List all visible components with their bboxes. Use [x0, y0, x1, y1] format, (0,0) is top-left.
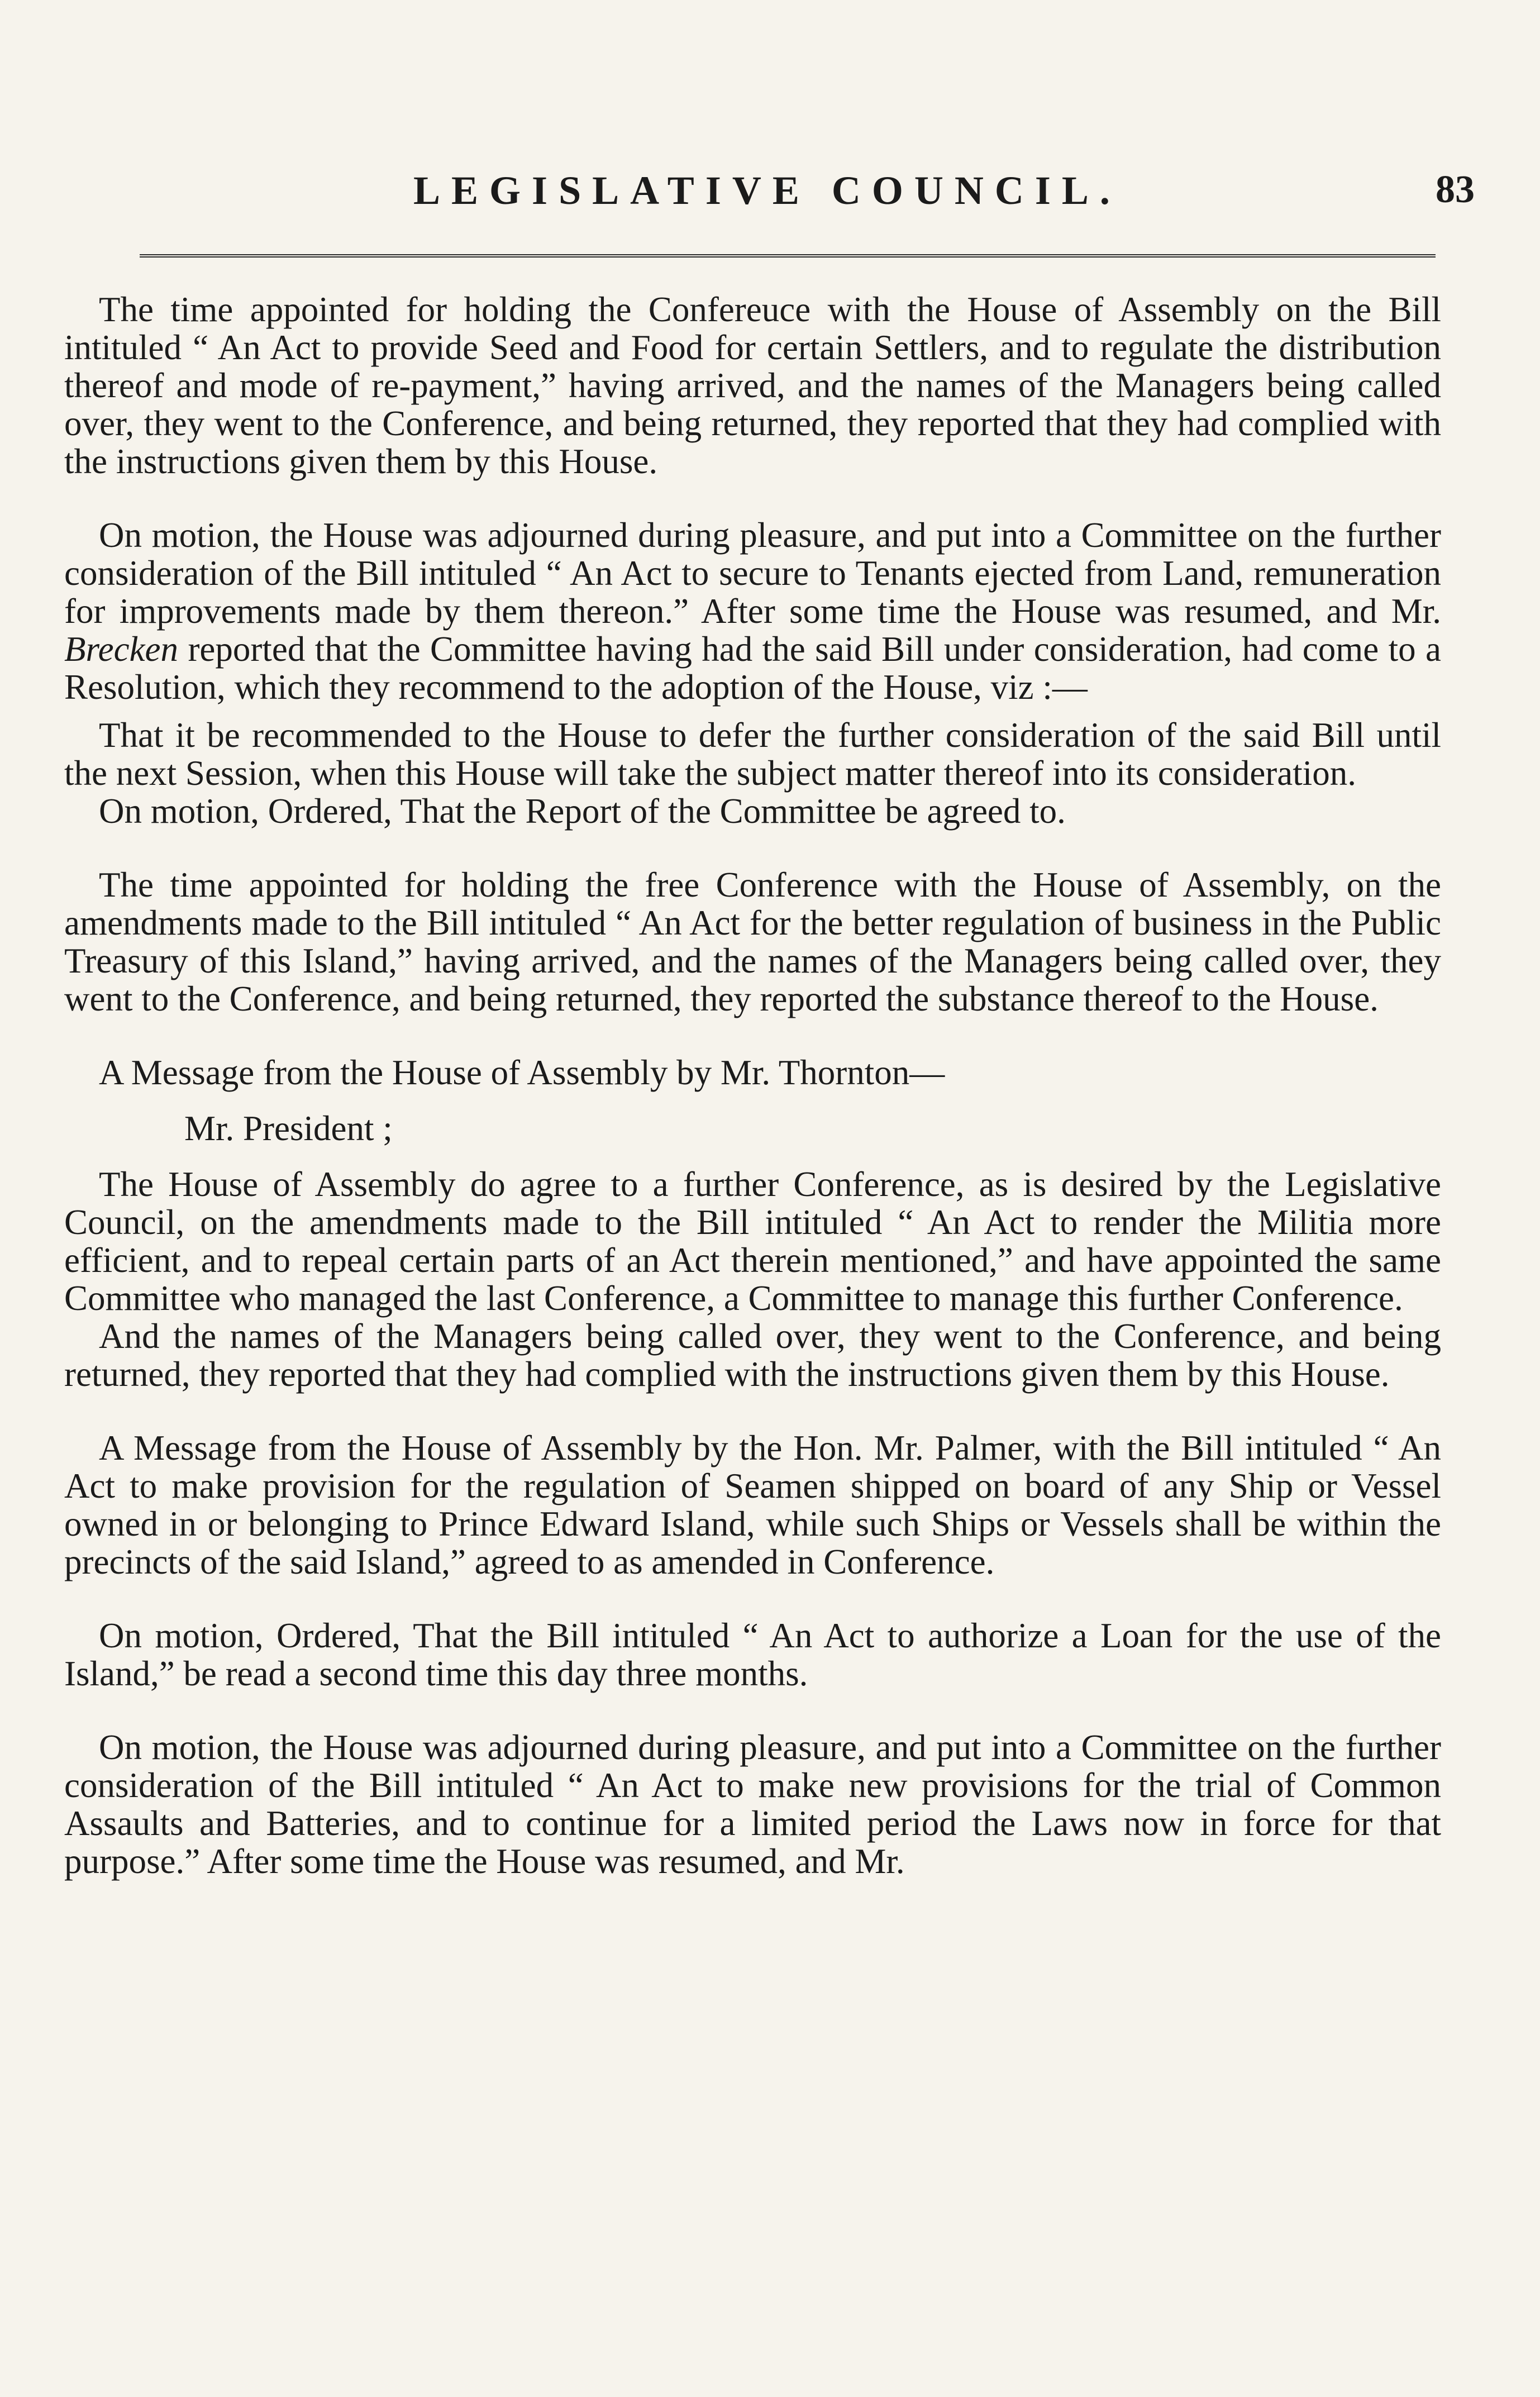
paragraph-militia-conference: The House of Assembly do agree to a further Conference, as is desired by the Legislative Council, on the amendments made to the Bill intituled “ An Act to render the Militia more efficient, and to repeal certain parts of an Act therein mentioned,” and have appointed the same Committee who managed the last Conference, a Committee to manage this further Conference. — [64, 1165, 1441, 1318]
running-title: LEGISLATIVE COUNCIL. — [413, 168, 1121, 213]
page-body — [64, 290, 1441, 1880]
paragraph-assaults-committee: On motion, the House was adjourned during pleasure, and put into a Committee on the further consideration of the Bill intituled “ An Act to make new provisions for the trial of Common Assaults and Batteries, and to continue for a limited period the Laws now in force for that purpose.” After some time the House was resumed, and Mr. — [64, 1728, 1441, 1881]
paragraph-loan-bill: On motion, Ordered, That the Bill intituled “ An Act to authorize a Loan for the use of the Island,” be read a second time this day three months. — [64, 1616, 1441, 1693]
member-name: Brecken — [64, 630, 179, 669]
page-number: 83 — [1436, 168, 1475, 211]
paragraph-managers-returned: And the names of the Managers being called over, they went to the Conference, and being returned, they reported that they had complied with the instructions given them by this House. — [64, 1317, 1441, 1394]
salutation: Mr. President ; — [184, 1109, 393, 1148]
paragraph-seamen-bill: A Message from the House of Assembly by the Hon. Mr. Palmer, with the Bill intituled “ An Act to make provision for the regulation of Seamen shipped on board of any Ship or Vessel owned in or belonging to Prince Edward Island, while such Ships or Vessels shall be within the precincts of the said Island,” agreed to as amended in Conference. — [64, 1428, 1441, 1581]
paragraph-text: reported that the Committee having had the said Bill under consideration, had come to a Resolution, which they recommend to the adoption of the House, viz :— — [64, 630, 1441, 707]
paragraph-seed-food-conference: The time appointed for holding the Confereuce with the House of Assembly on the Bill intituled “ An Act to provide Seed and Food for certain Settlers, and to regulate the distribution thereof and mode of re-payment,” having arrived, and the names of the Managers being called over, they went to the Conference, and being returned, they reported that they had complied with the instructions given them by this House. — [64, 290, 1441, 481]
paragraph-resolution: That it be recommended to the House to defer the further consideration of the said Bill until the next Session, when this House will take the subject matter thereof into its consideration. — [64, 716, 1441, 793]
paragraph-tenants-committee — [64, 516, 1441, 706]
paragraph-report-agreed: On motion, Ordered, That the Report of the Committee be agreed to. — [99, 792, 1066, 831]
paragraph-treasury-conference: The time appointed for holding the free Conference with the House of Assembly, on the amendments made to the Bill intituled “ An Act for the better regulation of business in the Public Treasury of this Island,” having arrived, and the names of the Managers being called over, they went to the Conference, and being returned, they reported the substance thereof to the House. — [64, 865, 1441, 1018]
header-rule — [140, 254, 1436, 258]
paragraph-text: On motion, the House was adjourned during pleasure, and put into a Committee on the further consideration of the Bill intituled “ An Act to secure to Tenants ejected from Land, remuneration for improvements made by them thereon.” After some time the House was resumed, and Mr. — [64, 516, 1441, 631]
paragraph-message-thornton: A Message from the House of Assembly by Mr. Thornton— — [99, 1053, 945, 1092]
